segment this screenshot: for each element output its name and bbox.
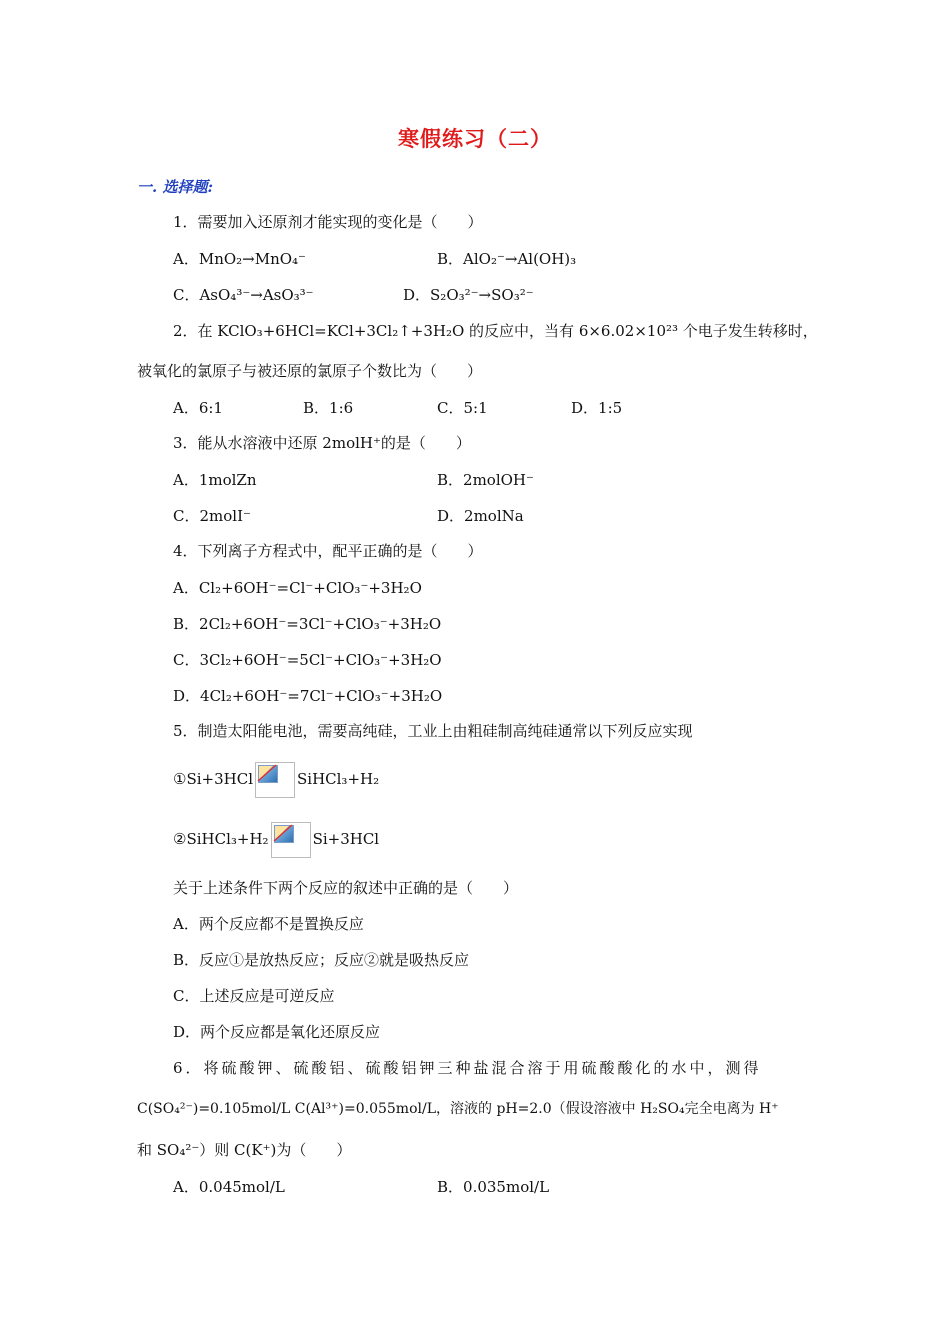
q4-stem: 4．下列离子方程式中，配平正确的是（ ）: [173, 542, 483, 560]
q5-stem: 5．制造太阳能电池，需要高纯硅，工业上由粗硅制高纯硅通常以下列反应实现: [173, 722, 693, 740]
q1-option-c: C．AsO₄³⁻→AsO₃³⁻: [173, 286, 314, 304]
q6-option-b: B．0.035mol/L: [437, 1178, 550, 1196]
q6-stem-line2: C(SO₄²⁻)=0.105mol/L C(Al³⁺)=0.055mol/L，溶液的 pH=2.0（假设溶液中 H₂SO₄完全电离为 H⁺: [137, 1101, 779, 1117]
q5-reaction-1: [173, 762, 379, 798]
q5-option-c: C．上述反应是可逆反应: [173, 987, 335, 1005]
q3-option-d: D．2molNa: [437, 507, 524, 525]
q5-stem-2: 关于上述条件下两个反应的叙述中正确的是（ ）: [173, 879, 519, 897]
q4-option-a: A．Cl₂+6OH⁻=Cl⁻+ClO₃⁻+3H₂O: [173, 579, 422, 597]
q5-option-d: D．两个反应都是氧化还原反应: [173, 1023, 381, 1041]
q1-option-d: D．S₂O₃²⁻→SO₃²⁻: [403, 286, 534, 304]
q2-option-a: A．6:1: [173, 399, 223, 417]
q3-stem: 3．能从水溶液中还原 2molH⁺的是（ ）: [173, 434, 471, 452]
q4-option-d: D．4Cl₂+6OH⁻=7Cl⁻+ClO₃⁻+3H₂O: [173, 687, 443, 705]
q6-stem-line1: 6．将硫酸钾、硫酸铝、硫酸铝钾三种盐混合溶于用硫酸酸化的水中，测得: [173, 1059, 762, 1077]
q2-stem-line1: 2．在 KClO₃+6HCl=KCl+3Cl₂↑+3H₂O 的反应中，当有 6×6.02×10²³ 个电子发生转移时，: [173, 322, 818, 340]
reaction-1-reactants: ①Si+3HCl: [173, 770, 253, 788]
q5-option-a: A．两个反应都不是置换反应: [173, 915, 364, 933]
q6-stem-line3: 和 SO₄²⁻）则 C(K⁺)为（ ）: [137, 1141, 352, 1159]
reaction-1-products: SiHCl₃+H₂: [297, 770, 380, 788]
q3-option-c: C．2molI⁻: [173, 507, 251, 525]
q1-option-b: B．AlO₂⁻→Al(OH)₃: [437, 250, 577, 268]
q2-stem-line2: 被氧化的氯原子与被还原的氯原子个数比为（ ）: [137, 362, 483, 380]
reaction-2-reactants: ②SiHCl₃+H₂: [173, 830, 269, 848]
q3-option-b: B．2molOH⁻: [437, 471, 534, 489]
q1-option-a: A．MnO₂→MnO₄⁻: [173, 250, 306, 268]
reaction-2-products: Si+3HCl: [312, 830, 380, 848]
q2-option-c: C．5:1: [437, 399, 488, 417]
q5-option-b: B．反应①是放热反应；反应②就是吸热反应: [173, 951, 470, 969]
q4-option-c: C．3Cl₂+6OH⁻=5Cl⁻+ClO₃⁻+3H₂O: [173, 651, 442, 669]
broken-image-icon: [255, 762, 295, 798]
q5-reaction-2: [173, 822, 379, 858]
q2-option-d: D．1:5: [571, 399, 623, 417]
q1-stem: 1．需要加入还原剂才能实现的变化是（ ）: [173, 213, 483, 231]
q4-option-b: B．2Cl₂+6OH⁻=3Cl⁻+ClO₃⁻+3H₂O: [173, 615, 442, 633]
section-heading: 一. 选择题:: [137, 178, 213, 196]
page-title: 寒假练习（二）: [398, 126, 552, 151]
q6-option-a: A．0.045mol/L: [173, 1178, 285, 1196]
q2-option-b: B．1:6: [303, 399, 354, 417]
broken-image-icon: [271, 822, 311, 858]
q3-option-a: A．1molZn: [173, 471, 257, 489]
